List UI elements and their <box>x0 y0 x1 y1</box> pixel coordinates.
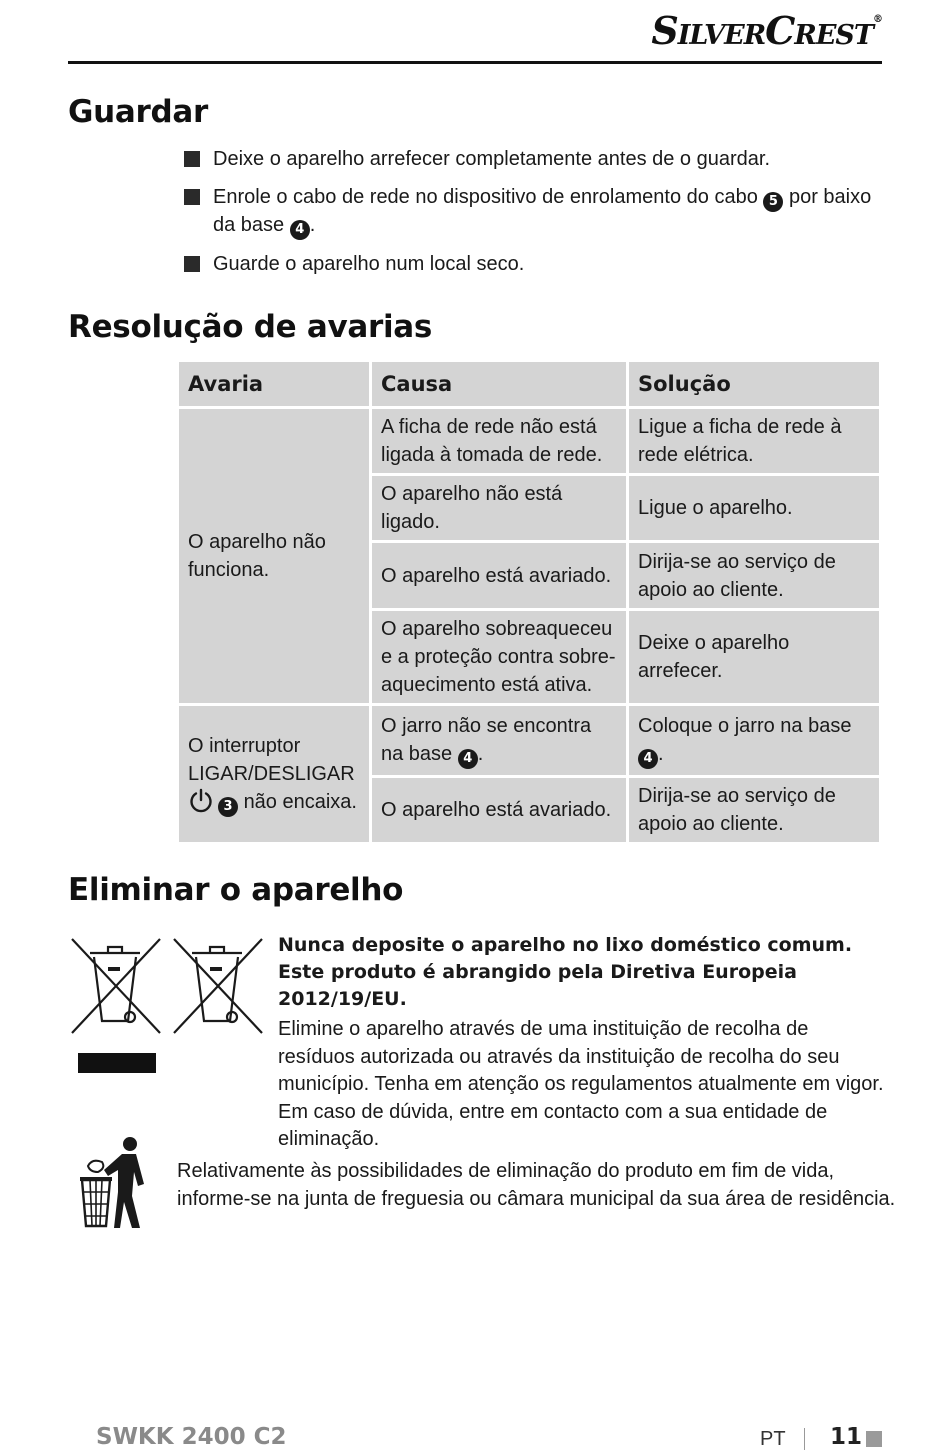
section-title-troubleshooting: Resolução de avarias <box>68 309 433 345</box>
column-header-cause: Causa <box>372 362 626 406</box>
header-rule <box>68 61 882 64</box>
power-icon <box>188 788 214 814</box>
footer-divider <box>804 1428 805 1450</box>
brand-logo: SilverCrest® <box>651 8 882 53</box>
disposal-warning: Nunca deposite o aparelho no lixo doméstico comum. Este produto é abrangido pela Diretiva Europeia 2012/19/EU. <box>278 934 853 1010</box>
ref-number-icon: 3 <box>218 797 238 817</box>
cause-cell: O aparelho não está ligado. <box>372 476 626 540</box>
bullet-square-icon <box>184 256 200 272</box>
column-header-solution: Solução <box>629 362 879 406</box>
crossed-bin-icon <box>68 935 268 1045</box>
table-row <box>179 706 879 775</box>
solution-cell: Ligue a ficha de rede à rede elétrica. <box>629 409 879 473</box>
section-title-disposal: Eliminar o aparelho <box>68 872 404 908</box>
list-item: Enrole o cabo de rede no dispositivo de enrolamento do cabo 5 por baixo da base 4 . <box>184 184 884 240</box>
storage-list <box>184 146 884 289</box>
bullet-square-icon <box>184 189 200 205</box>
ref-number-icon: 4 <box>638 749 658 769</box>
ref-number-icon: 4 <box>458 749 478 769</box>
solution-cell: Deixe o aparelho arrefecer. <box>629 611 879 703</box>
solution-cell: Dirija-se ao serviço de apoio ao cliente. <box>629 778 879 842</box>
table-row <box>179 409 879 473</box>
list-item: Guarde o aparelho num local seco. <box>184 251 884 278</box>
section-title-storage: Guardar <box>68 94 209 130</box>
solution-cell: Coloque o jarro na base 4 . <box>629 706 879 775</box>
cause-cell: A ficha de rede não está ligada à tomada de rede. <box>372 409 626 473</box>
solution-cell: Ligue o aparelho. <box>629 476 879 540</box>
ref-number-icon: 5 <box>763 192 783 212</box>
column-header-fault: Avaria <box>179 362 369 406</box>
page-number: 11 <box>830 1424 863 1450</box>
footer-model: SWKK 2400 C2 <box>96 1424 287 1450</box>
footer-square-icon <box>866 1431 882 1447</box>
cause-cell: O aparelho sobreaqueceu e a proteção contra sobre-aquecimento está ativa. <box>372 611 626 703</box>
bullet-square-icon <box>184 151 200 167</box>
tidyman-recycle-icon <box>78 1136 154 1230</box>
cause-cell: O aparelho está avariado. <box>372 778 626 842</box>
fault-cell: O interruptor LIGAR/DESLIGAR 3 não encaixa. <box>179 706 369 842</box>
fault-cell: O aparelho não funciona. <box>179 409 369 703</box>
cause-cell: O aparelho está avariado. <box>372 543 626 608</box>
table-header-row <box>179 362 879 406</box>
weee-symbols <box>68 935 268 1075</box>
solution-cell: Dirija-se ao serviço de apoio ao cliente. <box>629 543 879 608</box>
recycle-info-text: Relativamente às possibilidades de eliminação do produto em fim de vida, informe-se na junta de freguesia ou câmara municipal da sua área de residência. <box>177 1160 896 1210</box>
troubleshooting-table <box>176 359 882 845</box>
footer-language: PT <box>760 1428 786 1450</box>
list-item: Deixe o aparelho arrefecer completamente antes de o guardar. <box>184 146 884 173</box>
ref-number-icon: 4 <box>290 220 310 240</box>
cause-cell: O jarro não se encontra na base 4 . <box>372 706 626 775</box>
disposal-text: Elimine o aparelho através de uma instituição de recolha de resíduos autorizada ou através da instituição de recolha do seu município. Tenha em atenção os regulamentos atualmente em vigor. Em caso de dúvida, entre em contacto com a sua entidade de eliminação. <box>278 1018 884 1150</box>
weee-black-bar <box>78 1053 156 1073</box>
